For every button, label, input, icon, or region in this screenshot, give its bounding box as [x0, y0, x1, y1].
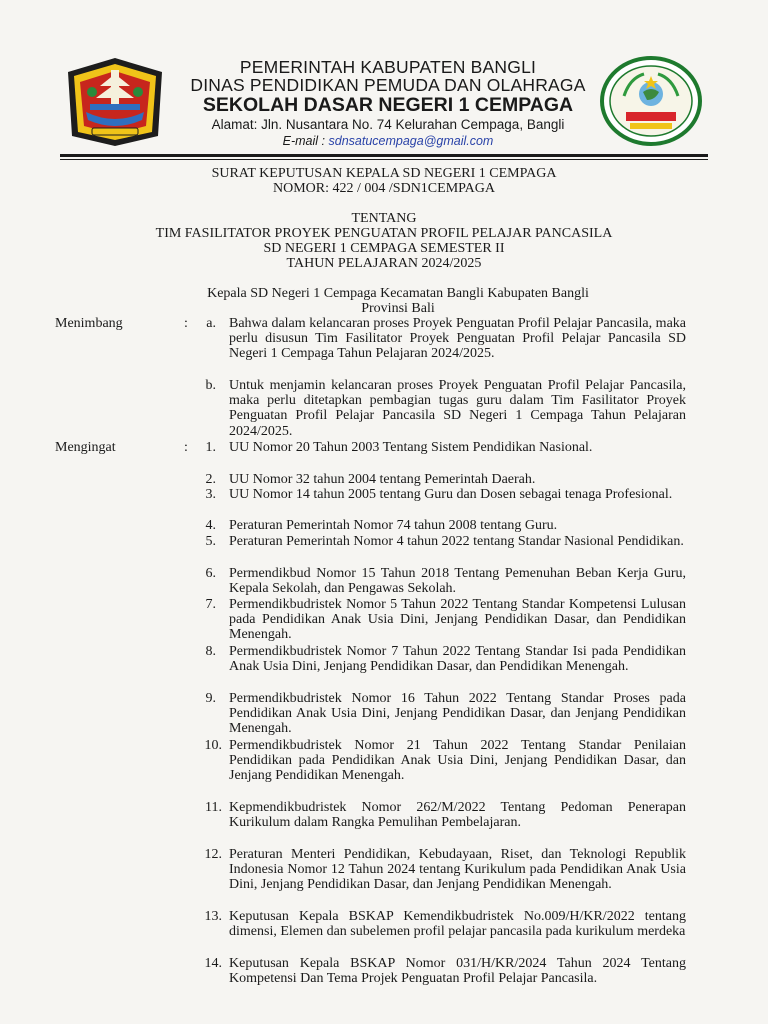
decree-issuer-line2: Provinsi Bali: [361, 301, 435, 316]
mengingat-marker: 2.: [205, 472, 216, 487]
letterhead-address: Alamat: Jln. Nusantara No. 74 Kelurahan Cempaga, Bangli: [211, 117, 565, 132]
mengingat-marker: 6.: [205, 566, 216, 581]
email-address: sdnsatucempaga@gmail.com: [328, 134, 494, 148]
letterhead-rule-thick: [60, 154, 708, 157]
mengingat-marker: 11.: [205, 800, 222, 815]
decree-title: SURAT KEPUTUSAN KEPALA SD NEGERI 1 CEMPAGA: [211, 166, 557, 181]
decree-subject-line2: SD NEGERI 1 CEMPAGA SEMESTER II: [263, 241, 505, 256]
decree-subject-line1: TIM FASILITATOR PROYEK PENGUATAN PROFIL PELAJAR PANCASILA: [155, 226, 613, 241]
mengingat-marker: 10.: [204, 738, 222, 753]
mengingat-marker: 9.: [205, 691, 216, 706]
menimbang-item: Untuk menjamin kelancaran proses Proyek Penguatan Profil Pelajar Pancasila, maka perlu ditetapkan pembagian tugas guru dalam Tim Fasilitator Proyek Penguatan Profil Pelajar Pancasila SD Negeri 1 Cempaga Tahun Pelajaran 2024/2025.: [229, 378, 686, 439]
letterhead-rule-thin: [60, 159, 708, 160]
mengingat-marker: 13.: [204, 909, 222, 924]
menimbang-colon: :: [184, 316, 188, 331]
decree-number: NOMOR: 422 / 004 /SDN1CEMPAGA: [273, 181, 495, 196]
mengingat-item: UU Nomor 14 tahun 2005 tentang Guru dan Dosen sebagai tenaga Profesional.: [229, 487, 673, 502]
mengingat-item: Permendikbudristek Nomor 16 Tahun 2022 Tentang Standar Proses pada Pendidikan Anak Usia Dini, Jenjang Pendidikan Dasar, dan Jenjang Pendidikan Menengah.: [229, 691, 686, 737]
school-seal-icon: [600, 56, 702, 146]
mengingat-item: Peraturan Pemerintah Nomor 74 tahun 2008 tentang Guru.: [229, 518, 558, 533]
menimbang-marker: a.: [206, 316, 216, 331]
bangli-regency-crest-icon: [62, 56, 168, 148]
mengingat-marker: 1.: [205, 440, 216, 455]
mengingat-marker: 4.: [205, 518, 216, 533]
letterhead: [178, 58, 598, 149]
mengingat-marker: 8.: [205, 644, 216, 659]
letterhead-department: DINAS PENDIDIKAN PEMUDA DAN OLAHRAGA: [190, 75, 586, 95]
mengingat-item: Keputusan Kepala BSKAP Nomor 031/H/KR/2024 Tahun 2024 Tentang Kompetensi Dan Tema Projek Penguatan Profil Pelajar Pancasila.: [229, 956, 686, 987]
letterhead-government: PEMERINTAH KABUPATEN BANGLI: [239, 57, 537, 77]
mengingat-item: Keputusan Kepala BSKAP Kemendikbudristek No.009/H/KR/2022 tentang dimensi, Elemen dan subelemen profil pelajar pancasila pada kurikulum merdeka: [229, 909, 686, 940]
mengingat-item: Permendikbudristek Nomor 21 Tahun 2022 Tentang Standar Penilaian Pendidikan pada Pendidikan Anak Usia Dini, Jenjang Pendidikan Dasar, dan Jenjang Pendidikan Menengah.: [229, 738, 686, 784]
decree-subject-line3: TAHUN PELAJARAN 2024/2025: [286, 256, 482, 271]
menimbang-marker: b.: [205, 378, 216, 393]
mengingat-item: Permendikbud Nomor 15 Tahun 2018 Tentang Pemenuhan Beban Kerja Guru, Kepala Sekolah, dan Pengawas Sekolah.: [229, 566, 686, 597]
decree-about: TENTANG: [351, 211, 417, 226]
mengingat-item: UU Nomor 20 Tahun 2003 Tentang Sistem Pendidikan Nasional.: [229, 440, 593, 455]
letterhead-email: [178, 133, 598, 149]
mengingat-marker: 7.: [205, 597, 216, 612]
mengingat-item: UU Nomor 32 tahun 2004 tentang Pemerintah Daerah.: [229, 472, 536, 487]
mengingat-colon: :: [184, 440, 188, 455]
mengingat-label: Mengingat: [55, 440, 116, 455]
mengingat-item: Peraturan Pemerintah Nomor 4 tahun 2022 tentang Standar Nasional Pendidikan.: [229, 534, 684, 549]
mengingat-marker: 5.: [205, 534, 216, 549]
menimbang-label: Menimbang: [55, 316, 123, 331]
mengingat-item: Peraturan Menteri Pendidikan, Kebudayaan, Riset, dan Teknologi Republik Indonesia Nomor 12 Tahun 2024 tentang Kurikulum pada Pendidikan Anak Usia Dini, Jenjang Pendidikan Dasar, dan Jenjang Pendidikan Menengah.: [229, 847, 686, 893]
decree-issuer-line1: Kepala SD Negeri 1 Cempaga Kecamatan Bangli Kabupaten Bangli: [207, 286, 589, 301]
mengingat-marker: 3.: [205, 487, 216, 502]
letterhead-school-name: SEKOLAH DASAR NEGERI 1 CEMPAGA: [202, 94, 574, 116]
email-label: E-mail :: [282, 134, 326, 148]
mengingat-item: Permendikbudristek Nomor 5 Tahun 2022 Tentang Standar Kompetensi Lulusan pada Pendidikan Anak Usia Dini, Jenjang Pendidikan Dasar, dan Pendidikan Menengah.: [229, 597, 686, 643]
mengingat-item: Permendikbudristek Nomor 7 Tahun 2022 Tentang Standar Isi pada Pendidikan Anak Usia Dini, Jenjang Pendidikan Dasar, dan Pendidikan Menengah.: [229, 644, 686, 675]
mengingat-item: Kepmendikbudristek Nomor 262/M/2022 Tentang Pedoman Penerapan Kurikulum dalam Rangka Pemulihan Pembelajaran.: [229, 800, 686, 831]
mengingat-marker: 12.: [204, 847, 222, 862]
mengingat-marker: 14.: [204, 956, 222, 971]
menimbang-item: Bahwa dalam kelancaran proses Proyek Penguatan Profil Pelajar Pancasila, maka perlu disusun Tim Fasilitator Proyek Penguatan Profil Pelajar Pancasila SD Negeri 1 Cempaga Tahun Pelajaran 2024/2025.: [229, 316, 686, 362]
